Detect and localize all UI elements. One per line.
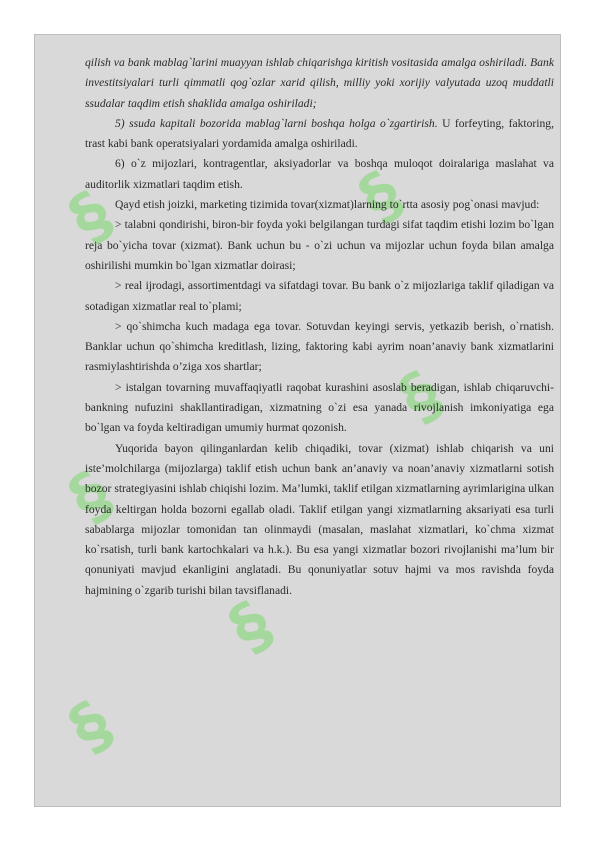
paragraph: Qayd etish joizki, marketing tizimida tovar(xizmat)larning to`rtta asosiy pog`onasi mavjud: xyxy=(115,198,540,212)
watermark-logo: § xyxy=(56,177,126,257)
watermark-logo: § xyxy=(386,357,456,437)
item-5-text: U forfeyting, faktoring, trast kabi bank operatsiyalari yordamida amalga oshiriladi. xyxy=(85,116,554,151)
document-page xyxy=(34,34,561,807)
watermark-logo: § xyxy=(56,457,126,537)
paragraph: > talabni qondirishi, biron-bir foyda yoki belgilangan turdagi sifat taqdim etishi lozim bo`lgan reja bo`yicha tovar (xizmat). Bank uchun bu - o`zi uchun va mijozlar uchun foyda bilan amalga oshirilishi mumkin bo`lgan xizmatlar doirasi; xyxy=(85,218,554,272)
watermark-logo: § xyxy=(216,587,286,667)
paragraph: > istalgan tovarning muvaffaqiyatli raqobat kurashini asoslab beradigan, ishlab chiqaruvchi-bankning nufuzini shakllantiradigan, xizmatning o`zi esa yanada rivojlanish imkoniyatiga ega bo`lgan va foyda keltiradigan umumiy hurmat qozonish. xyxy=(85,380,554,435)
paragraph: > qo`shimcha kuch madaga ega tovar. Sotuvdan keyingi servis, yetkazib berish, o`rnatish. Banklar uchun qo`shimcha kreditlash, lizing, faktoring kabi ayrim noan’anaviy bank xizmatlarini rasmiylashtirishda o’ziga xos shartlar; xyxy=(85,319,554,374)
paragraph: qilish va bank mablag`larini muayyan ishlab chiqarishga kiritish vositasida amalga oshiriladi. Bank investitsiyalari turli qimmatli qog`ozlar xarid qilish, milliy yoki xorijiy valyutada uzoq muddatli ssudalar taqdim etish shaklida amalga oshiriladi; xyxy=(85,56,554,110)
paragraph-item-5 xyxy=(85,114,554,155)
paragraph: > real ijrodagi, assortimentdagi va sifatdagi tovar. Bu bank o`z mijozlariga taklif qiladigan va sotadigan xizmatlar real to`plami; xyxy=(85,279,554,313)
paragraph: Yuqorida bayon qilinganlardan kelib chiqadiki, tovar (xizmat) ishlab chiqarish va uni iste’molchilarga (mijozlarga) taklif etish uchun bank an’anaviy va noan’anaviy xizmatlarni sotish bozor strategiyasini ishlab chiqishi lozim. Ma’lumki, taklif etilgan xizmatlarning ayrimlarigina ulkan foyda keltirgan holda bozorni egallab oladi. Taklif etilgan yangi xizmatlarning aksariyati esa turli sabablarga mijozlar tomonidan tan olinmaydi (masalan, maslahat xizmatlari, ko`chma xizmat ko`rsatish, turli bank kartochkalari va h.k.). Bu esa yangi xizmatlar bozori rivojlanishi ma’lum bir qonuniyati mavjud ekanligini anglatadi. Bu qonuniyatlar sotuv hajmi va mos ravishda foyda hajmining o`zgarib turishi bilan tavsiflanadi. xyxy=(85,441,554,597)
document-body xyxy=(85,53,554,601)
item-5-heading: 5) ssuda kapitali bozorida mablag`larni boshqa holga o`zgartirish. xyxy=(115,116,438,130)
paragraph: 6) o`z mijozlari, kontragentlar, aksiyadorlar va boshqa muloqot doiralariga maslahat va auditorlik xizmatlari taqdim etish. xyxy=(85,157,554,191)
watermark-logo: § xyxy=(56,687,126,767)
watermark-logo: § xyxy=(346,157,416,237)
